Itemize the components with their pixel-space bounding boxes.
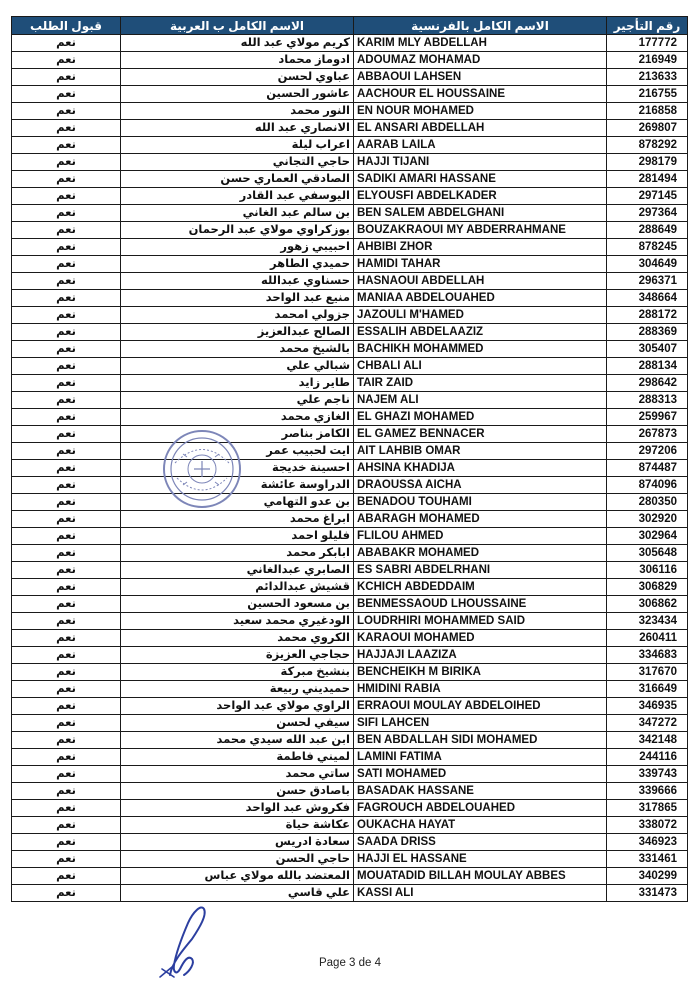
arabic-name-cell: الغازي محمد [121,409,354,426]
accept-cell: نعم [12,392,121,409]
accept-cell: نعم [12,834,121,851]
table-row [12,273,688,290]
french-name-cell: AHSINA KHADIJA [354,460,607,477]
employee-id-cell: 304649 [607,256,688,273]
table-row [12,664,688,681]
table-row [12,137,688,154]
table-row [12,477,688,494]
table-row [12,817,688,834]
accept-cell: نعم [12,171,121,188]
employee-id-cell: 302920 [607,511,688,528]
arabic-name-cell: النور محمد [121,103,354,120]
arabic-name-cell: ادوماز محماد [121,52,354,69]
french-name-cell: SIFI LAHCEN [354,715,607,732]
arabic-name-cell: قشيش عبدالدائم [121,579,354,596]
table-row [12,375,688,392]
arabic-name-cell: الصالح عبدالعزيز [121,324,354,341]
header-accept: قبول الطلب [12,17,121,35]
employee-id-cell: 298179 [607,154,688,171]
arabic-name-cell: الصادقي العماري حسن [121,171,354,188]
page-number: Page 3 de 4 [318,957,382,969]
employee-id-cell: 878245 [607,239,688,256]
employee-id-cell: 331473 [607,885,688,902]
accept-cell: نعم [12,324,121,341]
table-row [12,290,688,307]
arabic-name-cell: المعتضد بالله مولاي عباس [121,868,354,885]
employee-id-cell: 298642 [607,375,688,392]
arabic-name-cell: فكروش عبد الواحد [121,800,354,817]
table-row [12,528,688,545]
french-name-cell: HAJJI EL HASSANE [354,851,607,868]
accept-cell: نعم [12,205,121,222]
accept-cell: نعم [12,664,121,681]
header-employee-id: رقم التأجير [607,17,688,35]
french-name-cell: MOUATADID BILLAH MOULAY ABBES [354,868,607,885]
french-name-cell: LOUDRHIRI MOHAMMED SAID [354,613,607,630]
french-name-cell: HMIDINI RABIA [354,681,607,698]
employee-id-cell: 317670 [607,664,688,681]
accept-cell: نعم [12,732,121,749]
accept-cell: نعم [12,154,121,171]
arabic-name-cell: حميدي الطاهر [121,256,354,273]
accept-cell: نعم [12,562,121,579]
french-name-cell: LAMINI FATIMA [354,749,607,766]
arabic-name-cell: الصابري عبدالغاني [121,562,354,579]
employee-id-cell: 216949 [607,52,688,69]
accept-cell: نعم [12,647,121,664]
french-name-cell: HAMIDI TAHAR [354,256,607,273]
arabic-name-cell: عباوي لحسن [121,69,354,86]
employee-id-cell: 296371 [607,273,688,290]
accept-cell: نعم [12,426,121,443]
arabic-name-cell: ساتي محمد [121,766,354,783]
table-row [12,732,688,749]
accept-cell: نعم [12,579,121,596]
table-row [12,392,688,409]
accept-cell: نعم [12,851,121,868]
table-row [12,868,688,885]
arabic-name-cell: حميديني ربيعة [121,681,354,698]
french-name-cell: FLILOU AHMED [354,528,607,545]
arabic-name-cell: ايت لحبيب عمر [121,443,354,460]
table-row [12,324,688,341]
accept-cell: نعم [12,460,121,477]
french-name-cell: ESSALIH ABDELAAZIZ [354,324,607,341]
french-name-cell: BENMESSAOUD LHOUSSAINE [354,596,607,613]
accept-cell: نعم [12,800,121,817]
employee-id-cell: 317865 [607,800,688,817]
arabic-name-cell: ابابكر محمد [121,545,354,562]
accept-cell: نعم [12,545,121,562]
table-row [12,800,688,817]
employee-id-cell: 260411 [607,630,688,647]
employee-id-cell: 267873 [607,426,688,443]
accept-cell: نعم [12,222,121,239]
table-row [12,579,688,596]
table-row [12,120,688,137]
accept-cell: نعم [12,511,121,528]
arabic-name-cell: احبيبي زهور [121,239,354,256]
table-row [12,341,688,358]
table-row [12,766,688,783]
employee-id-cell: 306116 [607,562,688,579]
arabic-name-cell: الودغيري محمد سعيد [121,613,354,630]
employee-id-cell: 323434 [607,613,688,630]
french-name-cell: BEN SALEM ABDELGHANI [354,205,607,222]
table-row [12,239,688,256]
accept-cell: نعم [12,273,121,290]
employee-id-cell: 331461 [607,851,688,868]
french-name-cell: BENADOU TOUHAMI [354,494,607,511]
employee-id-cell: 297145 [607,188,688,205]
employee-id-cell: 244116 [607,749,688,766]
table-row [12,307,688,324]
french-name-cell: ABBAOUI LAHSEN [354,69,607,86]
french-name-cell: MANIAA ABDELOUAHED [354,290,607,307]
french-name-cell: FAGROUCH ABDELOUAHED [354,800,607,817]
french-name-cell: ELYOUSFI ABDELKADER [354,188,607,205]
arabic-name-cell: احسينة خديجة [121,460,354,477]
arabic-name-cell: سعادة ادريس [121,834,354,851]
accept-cell: نعم [12,137,121,154]
accept-cell: نعم [12,239,121,256]
table-body [12,35,688,902]
arabic-name-cell: جزولي امحمد [121,307,354,324]
accept-cell: نعم [12,103,121,120]
employee-id-cell: 288649 [607,222,688,239]
french-name-cell: CHBALI ALI [354,358,607,375]
official-stamp [161,428,243,510]
french-name-cell: ERRAOUI MOULAY ABDELOIHED [354,698,607,715]
employee-id-cell: 874487 [607,460,688,477]
table-row [12,494,688,511]
french-name-cell: SADIKI AMARI HASSANE [354,171,607,188]
employee-id-cell: 280350 [607,494,688,511]
accept-cell: نعم [12,477,121,494]
accept-cell: نعم [12,783,121,800]
table-row [12,205,688,222]
employee-id-cell: 288134 [607,358,688,375]
arabic-name-cell: حجاجي العزيزة [121,647,354,664]
header-name-arabic: الاسم الكامل ب العربية [121,17,354,35]
french-name-cell: EL ANSARI ABDELLAH [354,120,607,137]
table-row [12,511,688,528]
employee-id-cell: 348664 [607,290,688,307]
table-row [12,545,688,562]
french-name-cell: BENCHEIKH M BIRIKA [354,664,607,681]
employee-id-cell: 346923 [607,834,688,851]
accept-cell: نعم [12,35,121,52]
employee-id-cell: 339743 [607,766,688,783]
arabic-name-cell: حاجي التجاني [121,154,354,171]
french-name-cell: KARAOUI MOHAMED [354,630,607,647]
arabic-name-cell: باصادق حسن [121,783,354,800]
arabic-name-cell: الدراوسة عائشة [121,477,354,494]
employee-id-cell: 340299 [607,868,688,885]
employee-id-cell: 346935 [607,698,688,715]
arabic-name-cell: لميني فاطمة [121,749,354,766]
table-row [12,698,688,715]
employee-id-cell: 213633 [607,69,688,86]
french-name-cell: KARIM MLY ABDELLAH [354,35,607,52]
accept-cell: نعم [12,86,121,103]
arabic-name-cell: ابراغ محمد [121,511,354,528]
french-name-cell: ABARAGH MOHAMED [354,511,607,528]
french-name-cell: ADOUMAZ MOHAMAD [354,52,607,69]
employee-id-cell: 259967 [607,409,688,426]
employee-id-cell: 216858 [607,103,688,120]
french-name-cell: HASNAOUI ABDELLAH [354,273,607,290]
table-row [12,443,688,460]
employee-id-cell: 216755 [607,86,688,103]
table-row [12,222,688,239]
french-name-cell: AIT LAHBIB OMAR [354,443,607,460]
french-name-cell: BOUZAKRAOUI MY ABDERRAHMANE [354,222,607,239]
arabic-name-cell: الانصاري عبد الله [121,120,354,137]
table-row [12,171,688,188]
employee-id-cell: 338072 [607,817,688,834]
arabic-name-cell: كريم مولاي عبد الله [121,35,354,52]
arabic-name-cell: حاجي الحسن [121,851,354,868]
arabic-name-cell: عكاشة حياة [121,817,354,834]
accept-cell: نعم [12,256,121,273]
accept-cell: نعم [12,715,121,732]
table-row [12,613,688,630]
employee-id-cell: 878292 [607,137,688,154]
accept-cell: نعم [12,494,121,511]
table-row [12,103,688,120]
accept-cell: نعم [12,409,121,426]
accept-cell: نعم [12,307,121,324]
arabic-name-cell: الكامز بناصر [121,426,354,443]
french-name-cell: NAJEM ALI [354,392,607,409]
arabic-name-cell: طاير زايد [121,375,354,392]
accept-cell: نعم [12,358,121,375]
french-name-cell: SATI MOHAMED [354,766,607,783]
arabic-name-cell: ابن عبد الله سيدي محمد [121,732,354,749]
employee-id-cell: 339666 [607,783,688,800]
employee-id-cell: 297206 [607,443,688,460]
employee-id-cell: 302964 [607,528,688,545]
french-name-cell: JAZOULI M'HAMED [354,307,607,324]
arabic-name-cell: الراوي مولاي عبد الواحد [121,698,354,715]
french-name-cell: BEN ABDALLAH SIDI MOHAMED [354,732,607,749]
arabic-name-cell: منيع عبد الواحد [121,290,354,307]
french-name-cell: AHBIBI ZHOR [354,239,607,256]
accept-cell: نعم [12,613,121,630]
table-row [12,256,688,273]
employee-id-cell: 334683 [607,647,688,664]
arabic-name-cell: سيفي لحسن [121,715,354,732]
french-name-cell: TAIR ZAID [354,375,607,392]
accept-cell: نعم [12,120,121,137]
french-name-cell: OUKACHA HAYAT [354,817,607,834]
arabic-name-cell: بن عدو التهامي [121,494,354,511]
table-row [12,681,688,698]
employee-id-cell: 281494 [607,171,688,188]
table-row [12,86,688,103]
french-name-cell: ES SABRI ABDELRHANI [354,562,607,579]
french-name-cell: EN NOUR MOHAMED [354,103,607,120]
accept-cell: نعم [12,698,121,715]
header-name-french: الاسم الكامل بالفرنسية [354,17,607,35]
table-row [12,52,688,69]
arabic-name-cell: ناجم علي [121,392,354,409]
accept-cell: نعم [12,596,121,613]
table-row [12,851,688,868]
employee-id-cell: 288313 [607,392,688,409]
applicants-table [11,16,688,902]
accept-cell: نعم [12,681,121,698]
french-name-cell: KASSI ALI [354,885,607,902]
table-row [12,69,688,86]
arabic-name-cell: عاشور الحسين [121,86,354,103]
arabic-name-cell: بن مسعود الحسين [121,596,354,613]
table-header [12,17,688,35]
french-name-cell: KCHICH ABDEDDAIM [354,579,607,596]
french-name-cell: HAJJI TIJANI [354,154,607,171]
arabic-name-cell: حسناوي عبدالله [121,273,354,290]
accept-cell: نعم [12,443,121,460]
accept-cell: نعم [12,69,121,86]
arabic-name-cell: اعراب ليلة [121,137,354,154]
table-row [12,885,688,902]
french-name-cell: BASADAK HASSANE [354,783,607,800]
employee-id-cell: 288172 [607,307,688,324]
accept-cell: نعم [12,766,121,783]
table-row [12,358,688,375]
accept-cell: نعم [12,630,121,647]
employee-id-cell: 874096 [607,477,688,494]
handwritten-signature [152,897,222,982]
employee-id-cell: 316649 [607,681,688,698]
employee-id-cell: 305407 [607,341,688,358]
arabic-name-cell: فليلو احمد [121,528,354,545]
accept-cell: نعم [12,528,121,545]
arabic-name-cell: بوزكراوي مولاي عبد الرحمان [121,222,354,239]
arabic-name-cell: شبالي علي [121,358,354,375]
table-row [12,35,688,52]
table-row [12,562,688,579]
table-row [12,834,688,851]
accept-cell: نعم [12,341,121,358]
employee-id-cell: 306829 [607,579,688,596]
header-row [12,17,688,35]
arabic-name-cell: علي قاسي [121,885,354,902]
accept-cell: نعم [12,868,121,885]
table-row [12,749,688,766]
table-row [12,409,688,426]
arabic-name-cell: اليوسفي عبد القادر [121,188,354,205]
accept-cell: نعم [12,290,121,307]
table-row [12,630,688,647]
accept-cell: نعم [12,52,121,69]
employee-id-cell: 269807 [607,120,688,137]
french-name-cell: BACHIKH MOHAMMED [354,341,607,358]
french-name-cell: ABABAKR MOHAMED [354,545,607,562]
accept-cell: نعم [12,188,121,205]
accept-cell: نعم [12,375,121,392]
french-name-cell: AACHOUR EL HOUSSAINE [354,86,607,103]
employee-id-cell: 347272 [607,715,688,732]
french-name-cell: HAJJAJI LAAZIZA [354,647,607,664]
arabic-name-cell: بنشيخ مبركة [121,664,354,681]
french-name-cell: EL GAMEZ BENNACER [354,426,607,443]
french-name-cell: DRAOUSSA AICHA [354,477,607,494]
table-row [12,188,688,205]
accept-cell: نعم [12,885,121,902]
french-name-cell: AARAB LAILA [354,137,607,154]
table-row [12,647,688,664]
employee-id-cell: 306862 [607,596,688,613]
table-row [12,783,688,800]
employee-id-cell: 305648 [607,545,688,562]
employee-id-cell: 342148 [607,732,688,749]
accept-cell: نعم [12,749,121,766]
french-name-cell: SAADA DRISS [354,834,607,851]
employee-id-cell: 177772 [607,35,688,52]
table-row [12,154,688,171]
table-row [12,460,688,477]
arabic-name-cell: بالشيخ محمد [121,341,354,358]
table-row [12,715,688,732]
table-row [12,426,688,443]
employee-id-cell: 288369 [607,324,688,341]
arabic-name-cell: الكروي محمد [121,630,354,647]
french-name-cell: EL GHAZI MOHAMED [354,409,607,426]
arabic-name-cell: بن سالم عبد الغاني [121,205,354,222]
table-row [12,596,688,613]
accept-cell: نعم [12,817,121,834]
employee-id-cell: 297364 [607,205,688,222]
